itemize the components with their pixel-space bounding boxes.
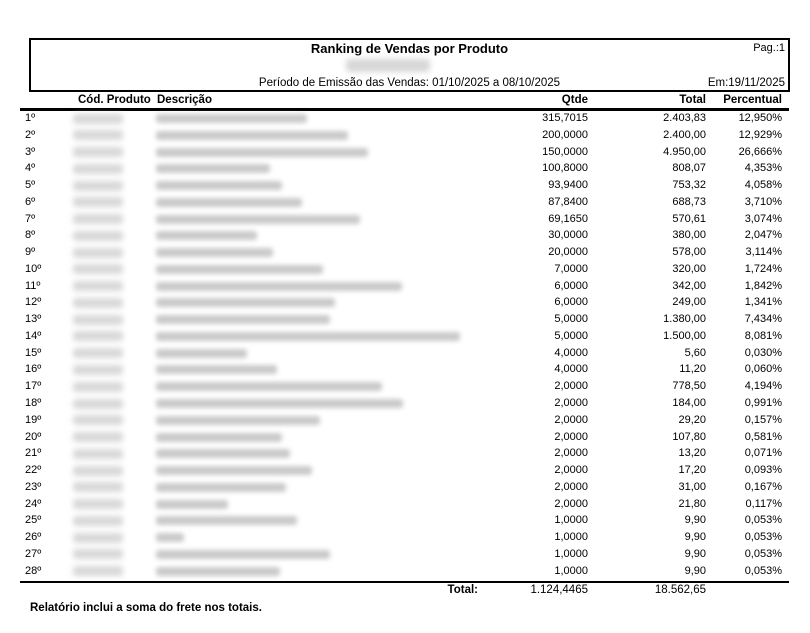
- table-row: [0, 145, 810, 162]
- product-code-redacted: [73, 566, 123, 576]
- total-value: 1.500,00: [663, 329, 706, 342]
- qty-value: 2,0000: [554, 497, 588, 510]
- product-code-redacted: [73, 499, 123, 509]
- table-row: [0, 547, 810, 564]
- description-redacted: [156, 483, 286, 492]
- description-redacted: [156, 248, 273, 257]
- column-header-percent: Percentual: [723, 94, 782, 106]
- total-value: 9,90: [684, 547, 706, 560]
- table-row: [0, 430, 810, 447]
- description-redacted: [156, 382, 382, 391]
- qty-value: 150,0000: [542, 145, 588, 158]
- description-redacted: [156, 550, 330, 559]
- percent-value: 12,929%: [738, 128, 782, 141]
- percent-value: 0,060%: [744, 363, 782, 376]
- percent-value: 0,053%: [744, 564, 782, 577]
- total-value: 107,80: [672, 430, 706, 443]
- qty-value: 1,0000: [554, 564, 588, 577]
- percent-value: 7,434%: [744, 313, 782, 326]
- rank-label: 24º: [25, 497, 42, 510]
- total-value: 342,00: [672, 279, 706, 292]
- product-code-redacted: [73, 415, 123, 425]
- column-header-total: Total: [679, 94, 706, 106]
- qty-value: 69,1650: [548, 212, 588, 225]
- product-code-redacted: [73, 466, 123, 476]
- total-value: 184,00: [672, 397, 706, 410]
- percent-value: 0,071%: [744, 447, 782, 460]
- percent-value: 1,842%: [744, 279, 782, 292]
- percent-value: 0,093%: [744, 464, 782, 477]
- report-header-box: [29, 38, 790, 92]
- table-row: [0, 463, 810, 480]
- qty-value: 1,0000: [554, 514, 588, 527]
- percent-value: 4,058%: [744, 179, 782, 192]
- total-divider-rule: [20, 581, 789, 583]
- percent-value: 0,581%: [744, 430, 782, 443]
- rank-label: 25º: [25, 514, 42, 527]
- table-row: [0, 446, 810, 463]
- description-redacted: [156, 315, 330, 324]
- qty-value: 5,0000: [554, 313, 588, 326]
- description-redacted: [156, 298, 335, 307]
- table-row: [0, 564, 810, 581]
- product-code-redacted: [73, 482, 123, 492]
- total-value: 249,00: [672, 296, 706, 309]
- table-row: [0, 379, 810, 396]
- total-value: 778,50: [672, 380, 706, 393]
- qty-value: 6,0000: [554, 296, 588, 309]
- total-value: 5,60: [684, 346, 706, 359]
- qty-value: 4,0000: [554, 346, 588, 359]
- rank-label: 27º: [25, 547, 42, 560]
- description-redacted: [156, 567, 280, 576]
- product-code-redacted: [73, 382, 123, 392]
- rank-label: 10º: [25, 262, 42, 275]
- total-value: 320,00: [672, 262, 706, 275]
- percent-value: 26,666%: [738, 145, 782, 158]
- percent-value: 0,053%: [744, 547, 782, 560]
- percent-value: 4,353%: [744, 162, 782, 175]
- emission-date: Em:19/11/2025: [707, 77, 785, 89]
- table-row: [0, 212, 810, 229]
- qty-value: 6,0000: [554, 279, 588, 292]
- table-row: [0, 497, 810, 514]
- total-value: 9,90: [684, 514, 706, 527]
- total-row: [0, 584, 810, 599]
- page-number: Pag.:1: [753, 42, 785, 54]
- total-value: 21,80: [678, 497, 706, 510]
- qty-value: 2,0000: [554, 430, 588, 443]
- description-redacted: [156, 365, 277, 374]
- total-value: 4.950,00: [663, 145, 706, 158]
- total-value: 1.380,00: [663, 313, 706, 326]
- product-code-redacted: [73, 449, 123, 459]
- qty-value: 2,0000: [554, 380, 588, 393]
- product-code-redacted: [73, 197, 123, 207]
- table-row: [0, 295, 810, 312]
- total-value: 2.400,00: [663, 128, 706, 141]
- table-row: [0, 530, 810, 547]
- description-redacted: [156, 449, 290, 458]
- percent-value: 0,053%: [744, 514, 782, 527]
- qty-value: 1,0000: [554, 547, 588, 560]
- qty-value: 20,0000: [548, 246, 588, 259]
- total-label: Total:: [447, 584, 478, 596]
- description-redacted: [156, 416, 320, 425]
- rank-label: 23º: [25, 480, 42, 493]
- qty-value: 30,0000: [548, 229, 588, 242]
- qty-value: 5,0000: [554, 329, 588, 342]
- description-redacted: [156, 265, 323, 274]
- description-redacted: [156, 500, 228, 509]
- description-redacted: [156, 282, 402, 291]
- qty-value: 1,0000: [554, 531, 588, 544]
- description-redacted: [156, 516, 297, 525]
- qty-value: 2,0000: [554, 447, 588, 460]
- total-value: 13,20: [678, 447, 706, 460]
- product-code-redacted: [73, 281, 123, 291]
- product-code-redacted: [73, 516, 123, 526]
- table-row: [0, 195, 810, 212]
- table-row: [0, 413, 810, 430]
- table-row: [0, 262, 810, 279]
- rank-label: 20º: [25, 430, 42, 443]
- percent-value: 0,117%: [745, 497, 782, 510]
- table-row: [0, 161, 810, 178]
- product-code-redacted: [73, 114, 123, 124]
- total-value: 31,00: [678, 480, 706, 493]
- product-code-redacted: [73, 348, 123, 358]
- product-code-redacted: [73, 214, 123, 224]
- qty-value: 2,0000: [554, 397, 588, 410]
- product-code-redacted: [73, 264, 123, 274]
- percent-value: 0,991%: [744, 397, 782, 410]
- description-redacted: [156, 433, 282, 442]
- percent-value: 0,053%: [744, 531, 782, 544]
- table-row: [0, 346, 810, 363]
- product-code-redacted: [73, 181, 123, 191]
- rank-label: 26º: [25, 531, 42, 544]
- description-redacted: [156, 466, 312, 475]
- table-row: [0, 128, 810, 145]
- total-qty-value: 1.124,4465: [530, 584, 588, 596]
- qty-value: 7,0000: [554, 262, 588, 275]
- description-redacted: [156, 349, 247, 358]
- rank-label: 9º: [25, 246, 36, 259]
- percent-value: 2,047%: [744, 229, 782, 242]
- product-code-redacted: [73, 533, 123, 543]
- table-row: [0, 513, 810, 530]
- product-code-redacted: [73, 248, 123, 258]
- table-row: [0, 245, 810, 262]
- percent-value: 8,081%: [744, 329, 782, 342]
- table-row: [0, 329, 810, 346]
- rank-label: 7º: [25, 212, 36, 225]
- percent-value: 3,710%: [744, 195, 782, 208]
- qty-value: 100,8000: [542, 162, 588, 175]
- percent-value: 0,167%: [744, 480, 782, 493]
- product-code-redacted: [73, 549, 123, 559]
- rank-label: 15º: [25, 346, 42, 359]
- period-line: Período de Emissão das Vendas: 01/10/2025 a 08/10/2025: [258, 77, 561, 89]
- total-value: 570,61: [672, 212, 706, 225]
- description-redacted: [156, 231, 257, 240]
- percent-value: 0,030%: [744, 346, 782, 359]
- description-redacted: [156, 181, 282, 190]
- qty-value: 2,0000: [554, 464, 588, 477]
- description-redacted: [156, 399, 403, 408]
- table-row: [0, 111, 810, 128]
- qty-value: 93,9400: [548, 179, 588, 192]
- page-title: Ranking de Vendas por Produto: [310, 41, 509, 56]
- rank-label: 28º: [25, 564, 42, 577]
- rank-label: 11º: [25, 279, 41, 292]
- percent-value: 0,157%: [744, 413, 782, 426]
- product-code-redacted: [73, 164, 123, 174]
- rank-label: 16º: [25, 363, 42, 376]
- percent-value: 3,114%: [745, 246, 782, 259]
- rank-label: 6º: [25, 195, 36, 208]
- table-row: [0, 362, 810, 379]
- rank-label: 4º: [25, 162, 36, 175]
- rank-label: 5º: [25, 179, 36, 192]
- total-value: 17,20: [678, 464, 706, 477]
- table-row: [0, 396, 810, 413]
- qty-value: 2,0000: [554, 413, 588, 426]
- table-row: [0, 228, 810, 245]
- rank-label: 1º: [25, 112, 36, 124]
- percent-value: 3,074%: [744, 212, 782, 225]
- product-code-redacted: [73, 365, 123, 375]
- rank-label: 12º: [25, 296, 42, 309]
- total-value: 29,20: [678, 413, 706, 426]
- total-value: 578,00: [672, 246, 706, 259]
- table-row: [0, 480, 810, 497]
- total-value: 2.403,83: [663, 112, 706, 124]
- table-column-headers: [0, 94, 810, 108]
- description-redacted: [156, 164, 270, 173]
- rank-label: 13º: [25, 313, 42, 326]
- table-row: [0, 279, 810, 296]
- description-redacted: [156, 114, 307, 123]
- product-code-redacted: [73, 147, 123, 157]
- table-row: [0, 178, 810, 195]
- percent-value: 12,950%: [738, 112, 782, 124]
- product-code-redacted: [73, 399, 123, 409]
- rank-label: 21º: [25, 447, 42, 460]
- table-body: [0, 111, 810, 580]
- product-code-redacted: [73, 298, 123, 308]
- description-redacted: [156, 131, 348, 140]
- column-header-code: Cód. Produto: [78, 94, 151, 106]
- description-redacted: [156, 198, 302, 207]
- column-header-qty: Qtde: [561, 94, 588, 106]
- total-amount-value: 18.562,65: [654, 584, 706, 596]
- footer-note: Relatório inclui a soma do frete nos totais.: [30, 602, 262, 614]
- total-value: 380,00: [672, 229, 706, 242]
- percent-value: 1,724%: [744, 262, 782, 275]
- percent-value: 1,341%: [744, 296, 782, 309]
- qty-value: 4,0000: [554, 363, 588, 376]
- rank-label: 8º: [25, 229, 36, 242]
- rank-label: 19º: [25, 413, 42, 426]
- qty-value: 2,0000: [554, 480, 588, 493]
- rank-label: 3º: [25, 145, 36, 158]
- description-redacted: [156, 215, 360, 224]
- total-value: 9,90: [684, 564, 706, 577]
- qty-value: 87,8400: [548, 195, 588, 208]
- product-code-redacted: [73, 231, 123, 241]
- total-value: 753,32: [672, 179, 706, 192]
- product-code-redacted: [73, 432, 123, 442]
- percent-value: 4,194%: [744, 380, 782, 393]
- table-row: [0, 312, 810, 329]
- rank-label: 17º: [25, 380, 42, 393]
- product-code-redacted: [73, 331, 123, 341]
- total-value: 9,90: [684, 531, 706, 544]
- company-name-redacted: [346, 59, 430, 72]
- rank-label: 2º: [25, 128, 36, 141]
- description-redacted: [156, 533, 184, 542]
- total-value: 808,07: [672, 162, 706, 175]
- qty-value: 200,0000: [542, 128, 588, 141]
- rank-label: 18º: [25, 397, 42, 410]
- column-header-description: Descrição: [157, 94, 212, 106]
- rank-label: 22º: [25, 464, 42, 477]
- total-value: 688,73: [672, 195, 706, 208]
- description-redacted: [156, 148, 368, 157]
- total-value: 11,20: [679, 363, 706, 376]
- qty-value: 315,7015: [542, 112, 588, 124]
- rank-label: 14º: [25, 329, 42, 342]
- product-code-redacted: [73, 315, 123, 325]
- product-code-redacted: [73, 130, 123, 140]
